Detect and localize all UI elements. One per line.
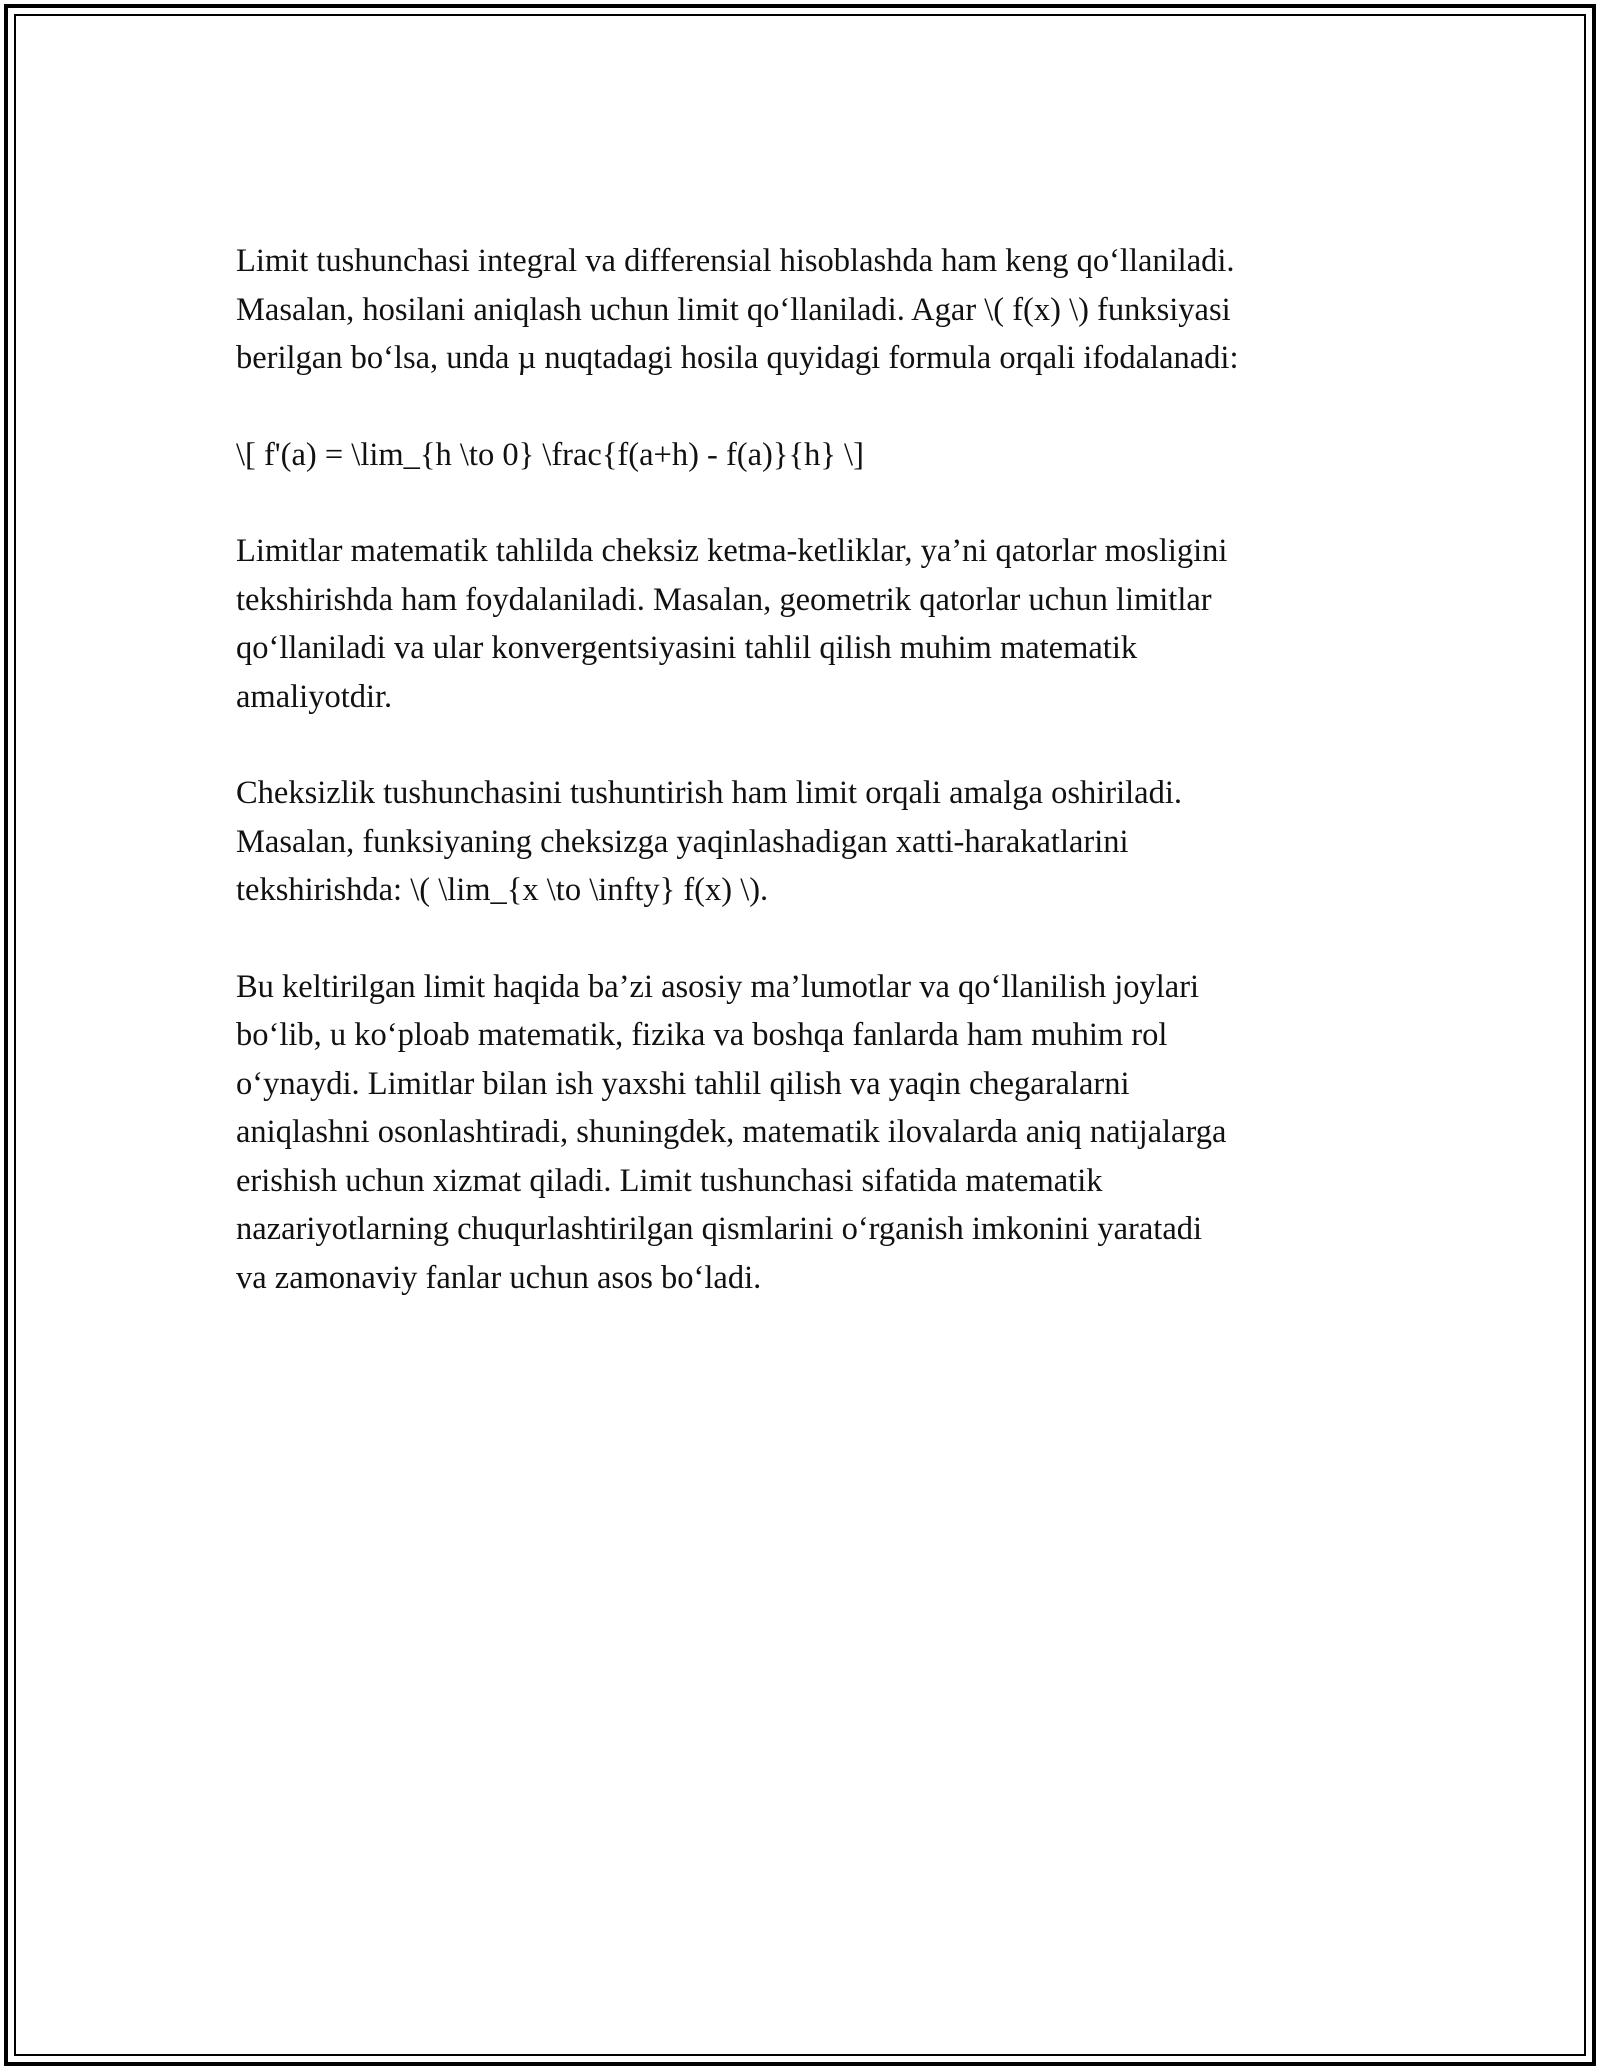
formula-derivative-limit: \[ f'(a) = \lim_{h \to 0} \frac{f(a+h) - f(a)}{h} \] xyxy=(236,436,864,473)
paragraph-infinity-limit: Cheksizlik tushunchasini tushuntirish ham limit orqali amalga oshiriladi. Masalan, funksiyaning cheksizga yaqinlashadigan xatti-harakatlarini tekshirishda: \( \lim_{x \to \infty} f(x) \). xyxy=(236,775,1182,908)
paragraph-series-convergence: Limitlar matematik tahlilda cheksiz ketma-ketliklar, ya’ni qatorlar mosligini tekshirishda ham foydalaniladi. Masalan, geometrik qatorlar uchun limitlar qo‘llaniladi va ular konvergentsiyasini tahlil qilish muhim matematik amaliyotdir. xyxy=(236,533,1228,715)
paragraph-derivative-intro: Limit tushunchasi integral va differensial hisoblashda ham keng qo‘llaniladi. Masalan, hosilani aniqlash uchun limit qo‘llaniladi. Agar \( f(x) \) funksiyasi berilgan bo‘lsa, unda µ nuqtadagi hosila quyidagi formula orqali ifodalanadi: xyxy=(236,243,1239,376)
document-body xyxy=(236,237,1396,1302)
paragraph-conclusion: Bu keltirilgan limit haqida ba’zi asosiy ma’lumotlar va qo‘llanilish joylari bo‘lib, u ko‘ploab matematik, fizika va boshqa fanlarda ham muhim rol o‘ynaydi. Limitlar bilan ish yaxshi tahlil qilish va yaqin chegaralarni aniqlashni osonlashtiradi, shuningdek, matematik ilovalarda aniq natijalarga erishish uchun xizmat qiladi. Limit tushunchasi sifatida matematik nazariyotlarning chuqurlashtirilgan qismlarini o‘rganish imkonini yaratadi va zamonaviy fanlar uchun asos bo‘ladi. xyxy=(236,968,1227,1296)
